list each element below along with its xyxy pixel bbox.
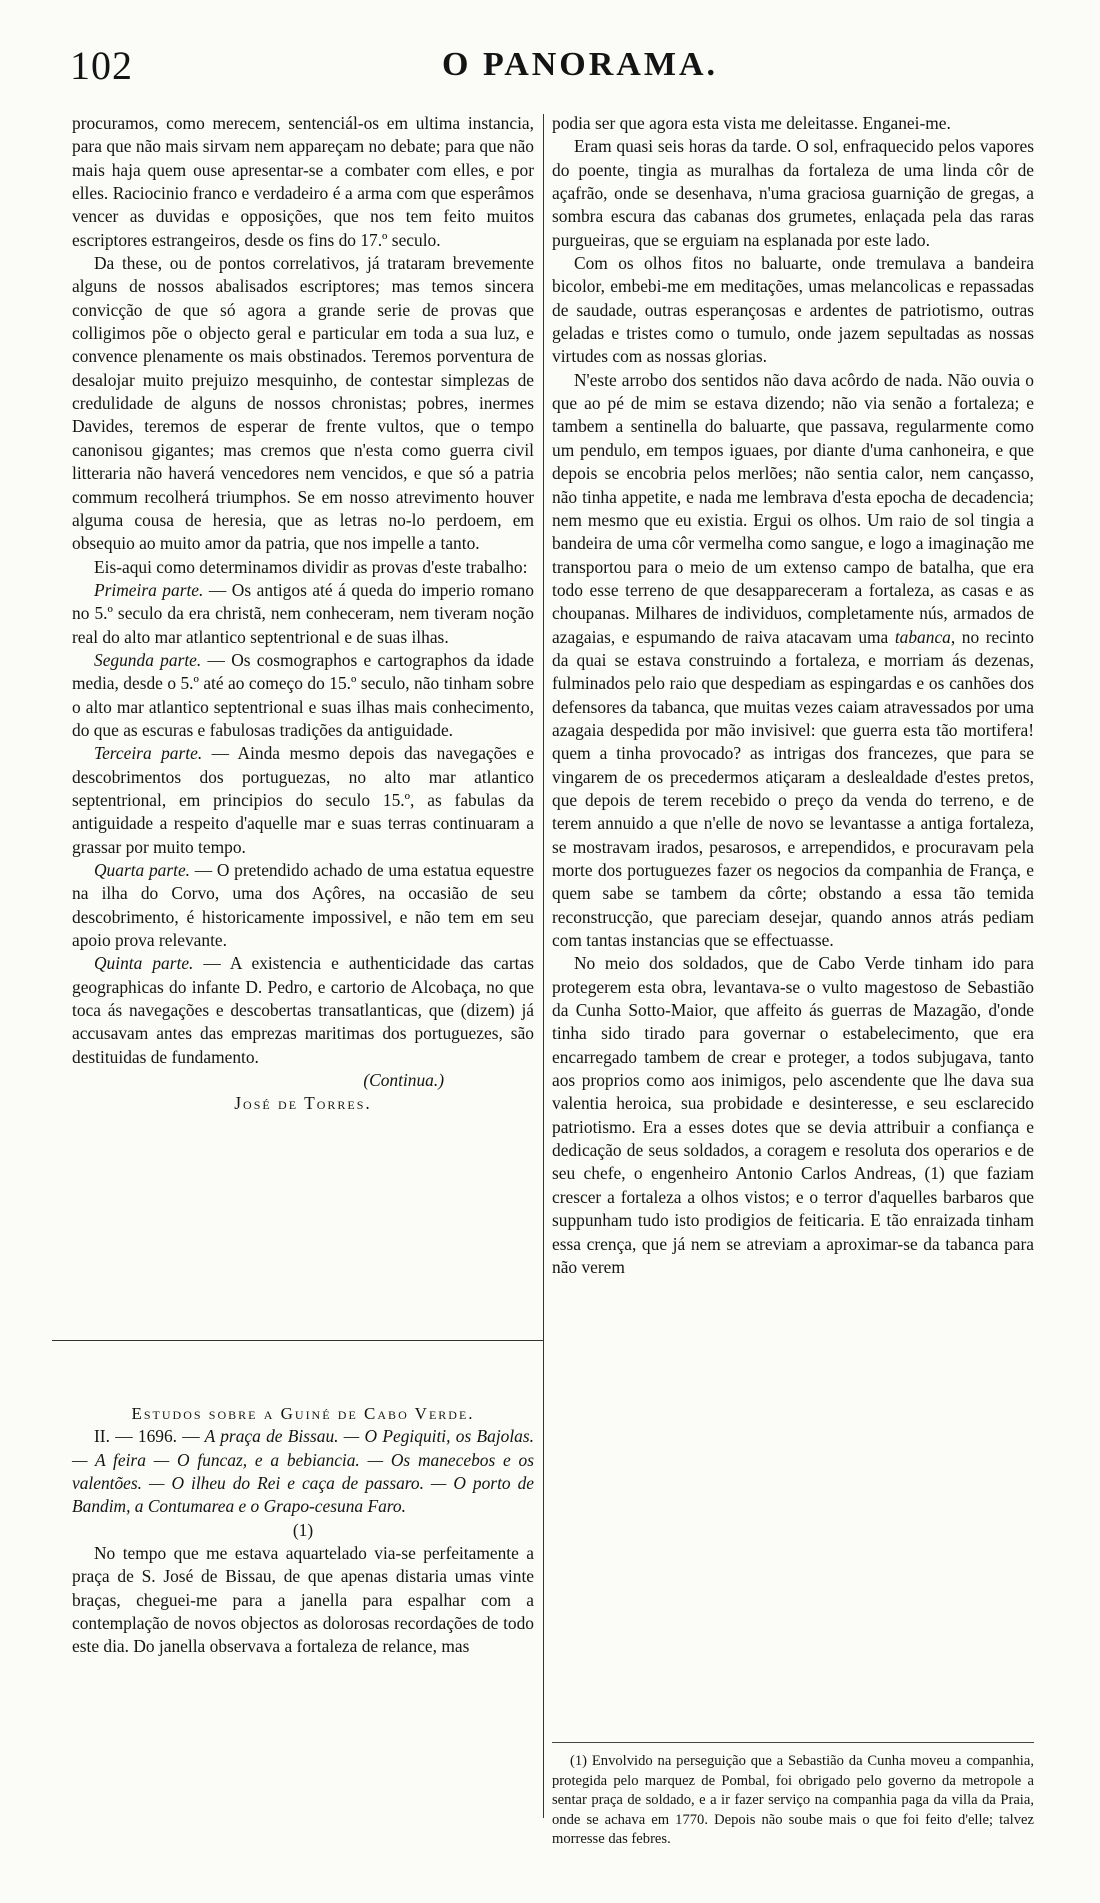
footnote [552,1752,1034,1850]
article-summary [72,1425,534,1518]
part-label: Primeira parte. [94,579,204,600]
footnote-text: (1) Envolvido na perseguição que a Sebastião da Cunha moveu a companhia, protegida pelo marquez de Pombal, foi obrigado pelo governo da metropole a sentar praça de soldado, e a ir fazer serviço na companhia paga da villa da Praia, onde se achava em 1770. Depois não soube mais o que foi feito d'elle; talvez morresse das febres. [552,1753,1034,1848]
paragraph: Eram quasi seis horas da tarde. O sol, enfraquecido pelos vapores do poente, tingia as muralhas da fortaleza de uma linda côr de açafrão, onde se desenhava, n'uma graciosa guarnição de gregas, a sombra escura das cabanas dos grumetes, enlaçada pela das raras purgueiras, que se erguiam na esplanada por este lado. [552,136,1034,250]
paragraph: Da these, ou de pontos correlativos, já trataram brevemente alguns de nossos abalisados escriptores; mas temos sincera convicção de que só agora a grande serie de provas que colligimos põe o objecto geral e particular em toda a sua luz, e convence plenamente os mais obstinados. Teremos porventura de desalojar muito prejuizo mesquinho, de contestar simplezas de credulidade de alguns de nossos chronistas; pobres, inermes Davides, teremos de esperar de frente vultos, que o tempo canonisou gigantes; mas cremos que n'esta como guerra civil litteraria não haverá vencedores nem vencidos, e que só a patria commum recolherá triumphos. Se em nosso atrevimento houver alguma cousa de heresia, que as letras no-lo perdoem, em obsequio ao muito amor da patria, que nos impelle a tanto. [72,253,534,554]
paragraph: N'este arrobo dos sentidos não dava acôrdo de nada. Não ouvia o que ao pé de mim se estava dizendo; não via senão a fortaleza; e tambem a sentinella do baluarte, que passava, regularmente como um pendulo, em tempos iguaes, por diante d'uma canhoneira, e que depois se encobria pelos merlões; não sentia calor, nem cançasso, não tinha appetite, e nada me lembrava d'esta epocha de decadencia; nem mesmo que eu existia. Ergui os olhos. Um raio de sol tingia a bandeira de uma côr vermelha como sangue, e logo a imaginação me transportou para o meio de um extenso campo de batalha, que era todo esse terreno de que desappareceram a fortaleza, as casas e as choupanas. Milhares de individuos, completamente nús, armados de azagaias, e espumando de raiva atacavam uma tabanca, no recinto da quai se estava construindo a fortaleza, e morriam ás dezenas, fulminados pelo raio que despediam as espingardas e os canhões dos defensores da tabanca, que muitas vezes caiam atravessados por uma azagaia despedida por mão invisivel: que guerra esta tão mortifera! quem a tinha provocado? as intrigas dos francezes, que para se vingarem de os precedermos atiçaram a deslealdade d'estes pretos, que depois de terem recebido o preço da venda do terreno, e de terem annuido a que n'elle de novo se levantasse a antiga fortaleza, se mostravam irados, pesarosos, e arrependidos, e procuravam pela morte dos portuguezes fazer os negocios da companhia de França, e quem sabe se tambem da côrte; obstando a essa tão temida reconstrucção, que pareciam desejar, quando annos atrás pediam com tantas instancias que se effectuasse. [552,369,1034,951]
paragraph: No tempo que me estava aquartelado via-se perfeitamente a praça de S. José de Bissau, de que apenas distaria umas vinte braças, cheguei-me para a janella para espalhar com a contemplação de novos objectos as dolorosas recordações de todo este dia. Do janella observava a fortaleza de relance, mas [72,1543,534,1657]
part-label: Quarta parte. [94,860,191,880]
paragraph: podia ser que agora esta vista me deleitasse. Enganei-me. [552,113,951,133]
continua-note: (Continua.) [363,1070,444,1091]
column-rule [543,114,544,1818]
part-text: — Os cosmographos e cartographos da idade media, desde o 5.º até ao começo do 15.º seculo, não tinham sobre o alto mar atlantico septentrional e suas ilhas mais conhecimento, do que as escuras e fabulosas tradições da antiguidade. [72,649,534,740]
summary-prefix: II. — 1696. — [94,1426,200,1447]
part-paragraph [72,579,534,649]
part-label: Segunda parte. [94,649,202,670]
article-title: Estudos sobre a Guiné de Cabo Verde. [131,1404,475,1423]
summary-text: A praça de Bissau. — O Pegiquiti, os Bajolas. — A feira — O funcaz, e a bebiancia. — Os manecebos e os valentões. — O ilheu do Rei e caça de passaro. — O porto de Bandim, a Contumarea e o Grapo-cesuna Faro. [72,1426,534,1517]
part-text: — Ainda mesmo depois das navegações e descobrimentos dos portuguezas, no alto mar atlantico septentrional, em principios do seculo 15.º, as fabulas da antiguidade a respeito d'aquelle mar e suas terras continuaram a grassar por muito tempo. [72,743,534,857]
left-column [72,112,534,1116]
page-number: 102 [70,43,133,88]
part-label: Terceira parte. [94,743,203,764]
part-text: — Os antigos até á queda do imperio romano no 5.º seculo da era christã, nem conheceram, nem tiveram noção real do alto mar atlantico septentrional e de suas ilhas. [72,579,534,647]
part-text: — O pretendido achado de uma estatua equestre na ilha do Corvo, uma dos Açôres, na occasião de seu descobrimento, é historicamente impossivel, e não tem em seu apoio prova relevante. [72,860,534,951]
article-divider [52,1340,544,1341]
part-paragraph [72,952,534,1069]
second-article [72,1402,534,1659]
paragraph: Com os olhos fitos no baluarte, onde tremulava a bandeira bicolor, embebi-me em meditações, umas melancolicas e repassadas de saudade, outras esperançosas e ardentes de patriotismo, outras geladas e tristes como o tumulo, onde jazem sepultadas as nossas virtudes com as nossas glorias. [552,253,1034,367]
paragraph: No meio dos soldados, que de Cabo Verde tinham ido para protegerem esta obra, levantava-se o vulto magestoso de Sebastião da Cunha Sotto-Maior, que affeito ás guerras de Mazagão, d'onde tinha sido tirado para governar o estabelecimento, que era encarregado tambem de crear e proteger, a todos subjugava, tanto aos proprios como aos inimigos, pelo ascendente que lhe dava sua valentia heroica, sua probidade e desinteresse, e seu esclarecido patriotismo. Era a esses dotes que se devia attribuir a confiança e dedicação de seus soldados, a coragem e resoluta dos operarios e de seu chefe, o engenheiro Antonio Carlos Andreas, (1) que faziam crescer a fortaleza a olhos vistos; e o terror d'aquelles barbaros que suppunham tudo isto prodigios de feiticaria. E tão enraizada tinham essa crença, que já nem se atreviam a aproximar-se da tabanca para não verem [552,953,1034,1277]
paragraph: procuramos, como merecem, sentenciál-os em ultima instancia, para que não mais sirvam nem appareçam no debate; para que não mais haja quem ouse apresentar-se a combater com elles, e por elles. Raciocinio franco e verdadeiro é a arma com que esperâmos vencer as duvidas e opposições, que nos tem feito muitos escriptores estrangeiros, desde os fins do 17.º seculo. [72,113,534,250]
part-paragraph [72,859,534,952]
part-paragraph [72,649,534,742]
section-numeral: (1) [292,1519,314,1540]
running-title: O PANORAMA. [442,46,718,83]
part-text: — A existencia e authenticidade das cartas geographicas do infante D. Pedro, e cartorio de Alcobaça, no que toca ás navegações e descobertas transatlanticas, que (dizem) já accusavam antes das emprezas maritimas dos portuguezes, são destituidas de fundamento. [72,953,535,1067]
italic-word: tabanca [894,626,951,647]
paragraph: Eis-aqui como determinamos dividir as provas d'este trabalho: [94,556,528,577]
footnote-rule [552,1742,1034,1743]
part-label: Quinta parte. [94,953,194,974]
right-column [552,112,1034,1279]
author-signature: José de Torres. [234,1093,372,1114]
part-paragraph [72,742,534,859]
